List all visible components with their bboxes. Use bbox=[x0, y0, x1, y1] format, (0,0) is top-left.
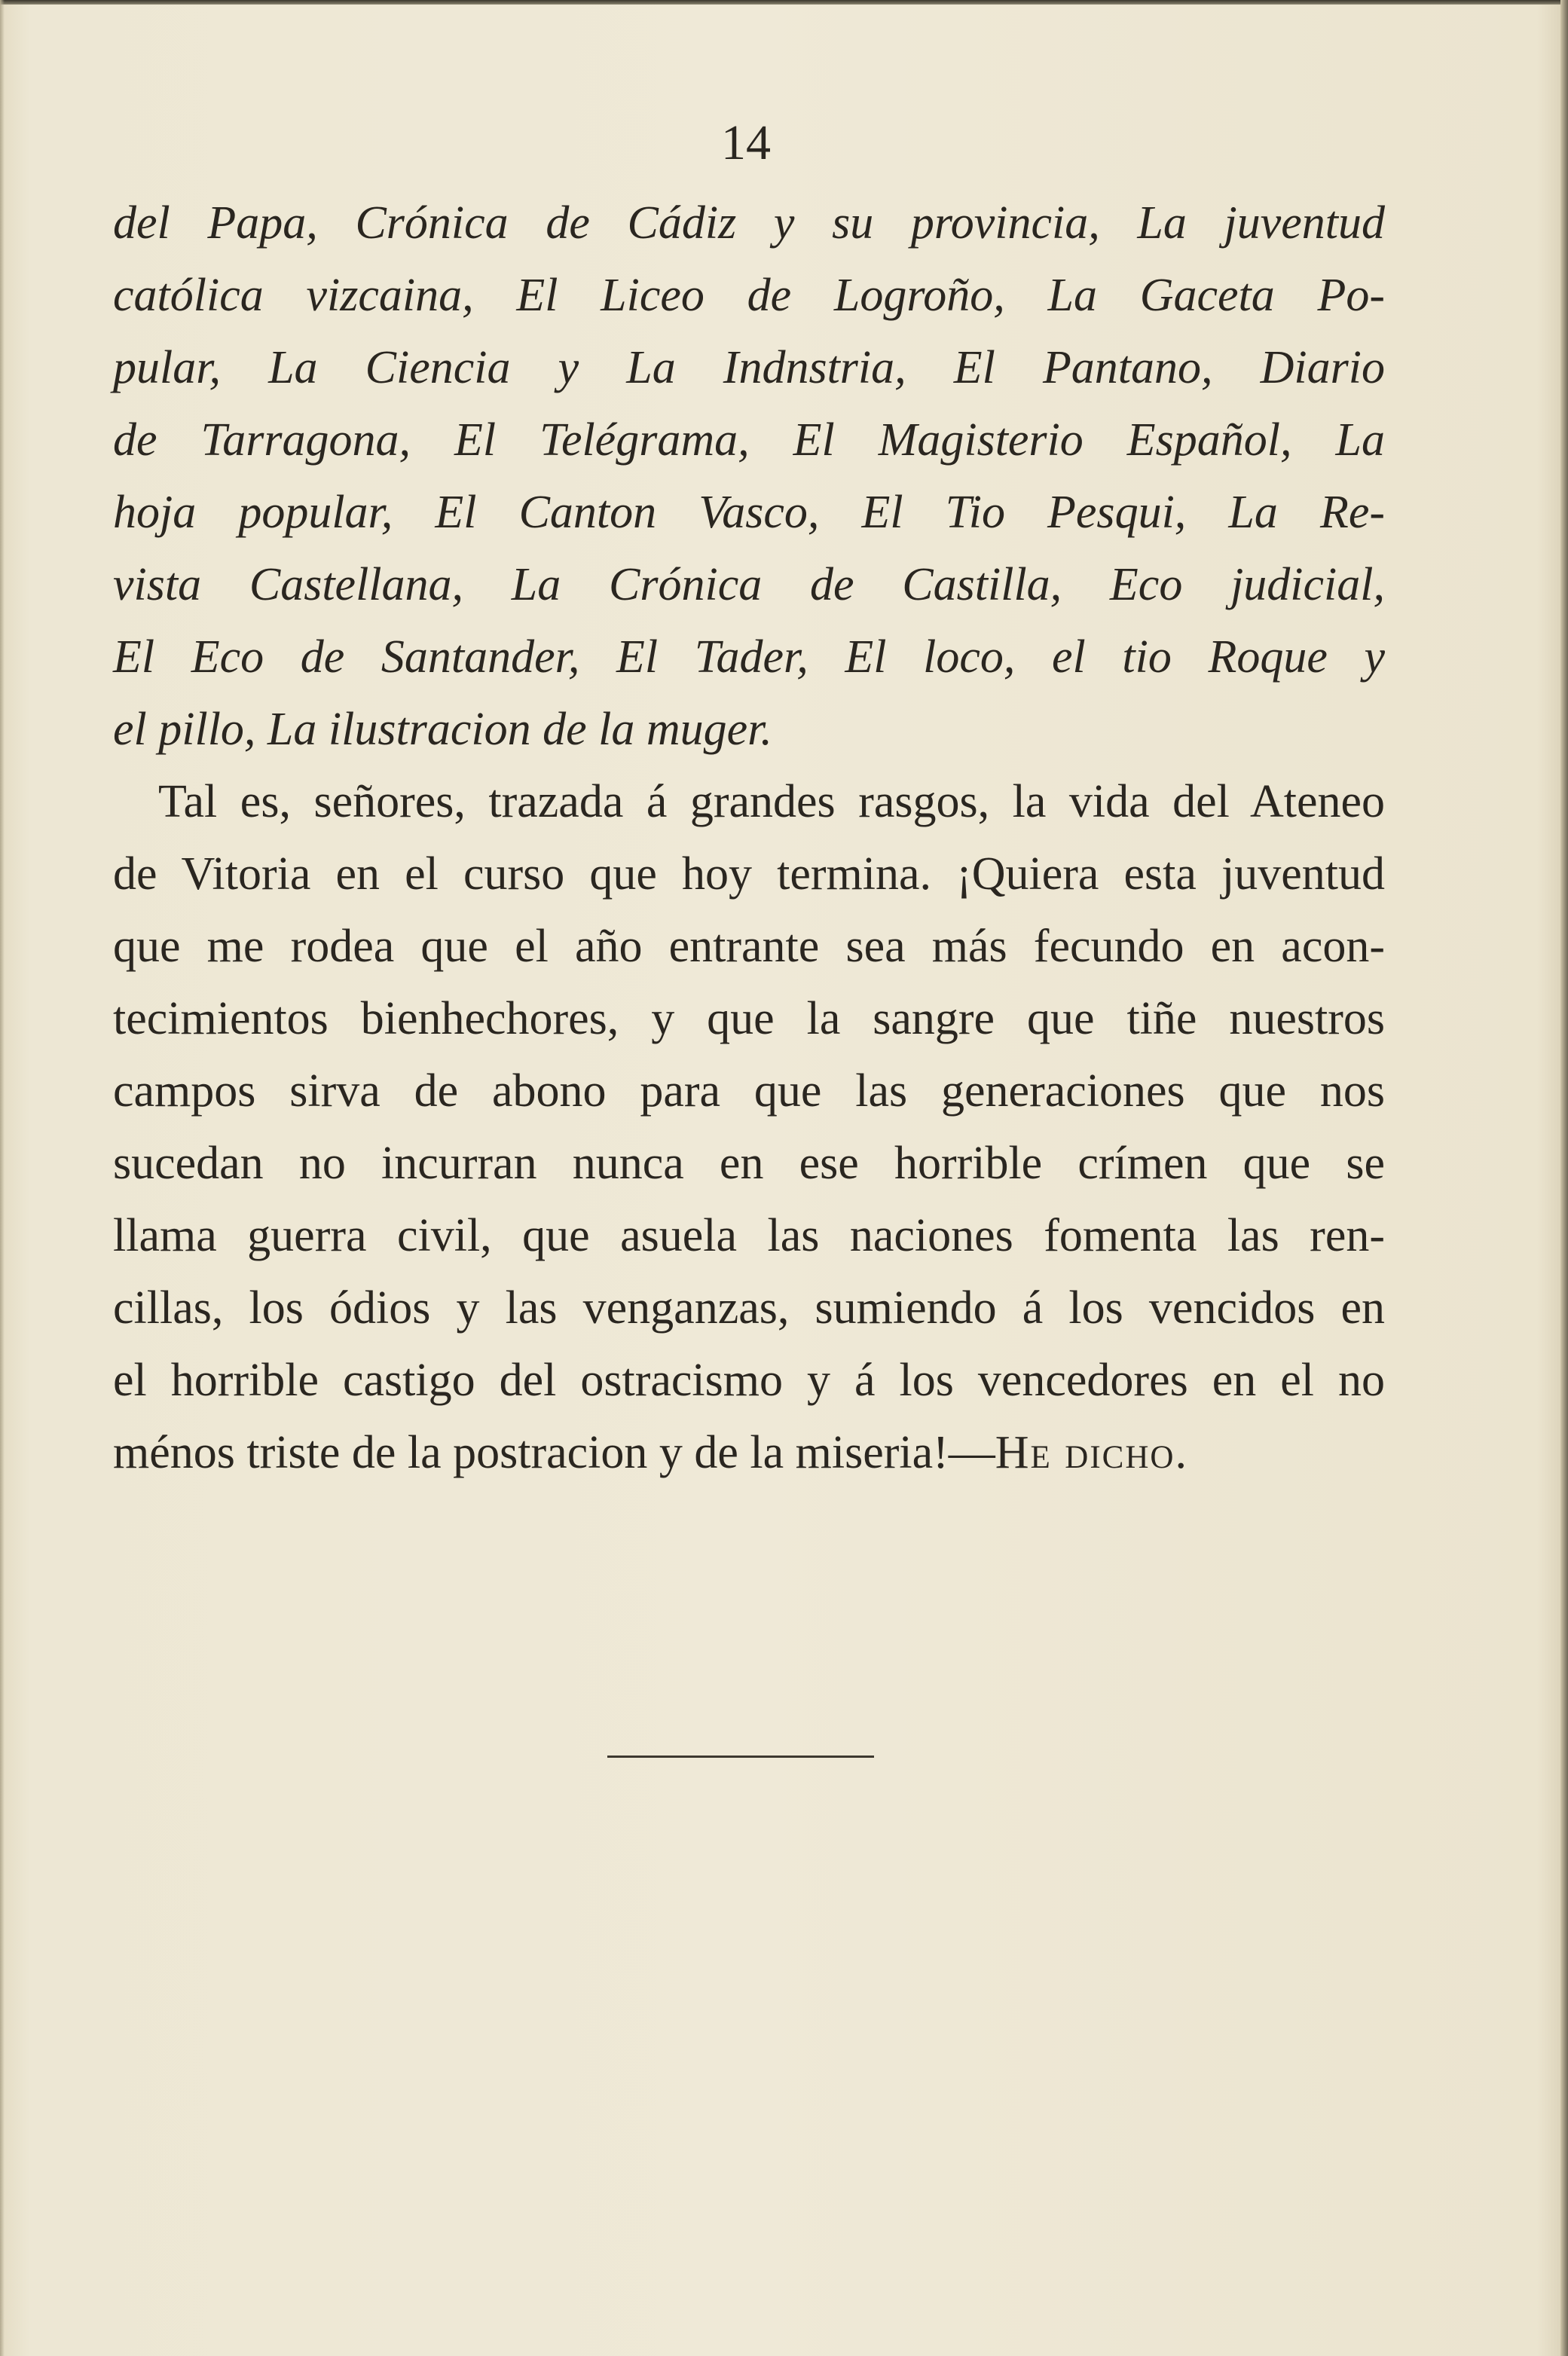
text-line: el horrible castigo del ostracismo y á los vencedores en el no bbox=[113, 1355, 1385, 1406]
body-text bbox=[113, 187, 1385, 1489]
paragraph-first-line: Tal es, señores, trazada á grandes rasgos, la vida del Ateneo bbox=[158, 776, 1385, 827]
text-line: de Tarragona, El Telégrama, El Magisterio Español, La bbox=[113, 414, 1385, 466]
text-line: El Eco de Santander, El Tader, El loco, el tio Roque y bbox=[113, 631, 1385, 683]
text-line: que me rodea que el año entrante sea más fecundo en acon- bbox=[113, 921, 1385, 972]
page-left-shadow bbox=[0, 0, 5, 2356]
signoff-text: He dicho. bbox=[995, 1427, 1188, 1478]
text-line: católica vizcaina, El Liceo de Logroño, La Gaceta Po- bbox=[113, 270, 1385, 321]
page-number: 14 bbox=[721, 115, 771, 170]
final-text-line bbox=[113, 1416, 1385, 1489]
final-line-text: ménos triste de la postracion y de la miseria!— bbox=[113, 1427, 995, 1478]
text-line: llama guerra civil, que asuela las naciones fomenta las ren- bbox=[113, 1210, 1385, 1261]
text-line: campos sirva de abono para que las generaciones que nos bbox=[113, 1065, 1385, 1117]
text-line: tecimientos bienhechores, y que la sangre que tiñe nuestros bbox=[113, 993, 1385, 1044]
text-line: cillas, los ódios y las venganzas, sumiendo á los vencidos en bbox=[113, 1282, 1385, 1334]
text-line: del Papa, Crónica de Cádiz y su provincia, La juventud bbox=[113, 197, 1385, 249]
text-line: el pillo, La ilustracion de la muger. bbox=[113, 704, 772, 755]
text-line: vista Castellana, La Crónica de Castilla, Eco judicial, bbox=[113, 559, 1385, 610]
text-line: de Vitoria en el curso que hoy termina. ¡Quiera esta juventud bbox=[113, 848, 1385, 900]
text-line: pular, La Ciencia y La Indnstria, El Pantano, Diario bbox=[113, 342, 1385, 393]
text-line: hoja popular, El Canton Vasco, El Tio Pesqui, La Re- bbox=[113, 487, 1385, 538]
page-top-edge bbox=[0, 0, 1568, 5]
section-divider-rule bbox=[607, 1756, 874, 1758]
text-line: sucedan no incurran nunca en ese horrible crímen que se bbox=[113, 1138, 1385, 1189]
page-right-edge bbox=[1560, 0, 1568, 2356]
